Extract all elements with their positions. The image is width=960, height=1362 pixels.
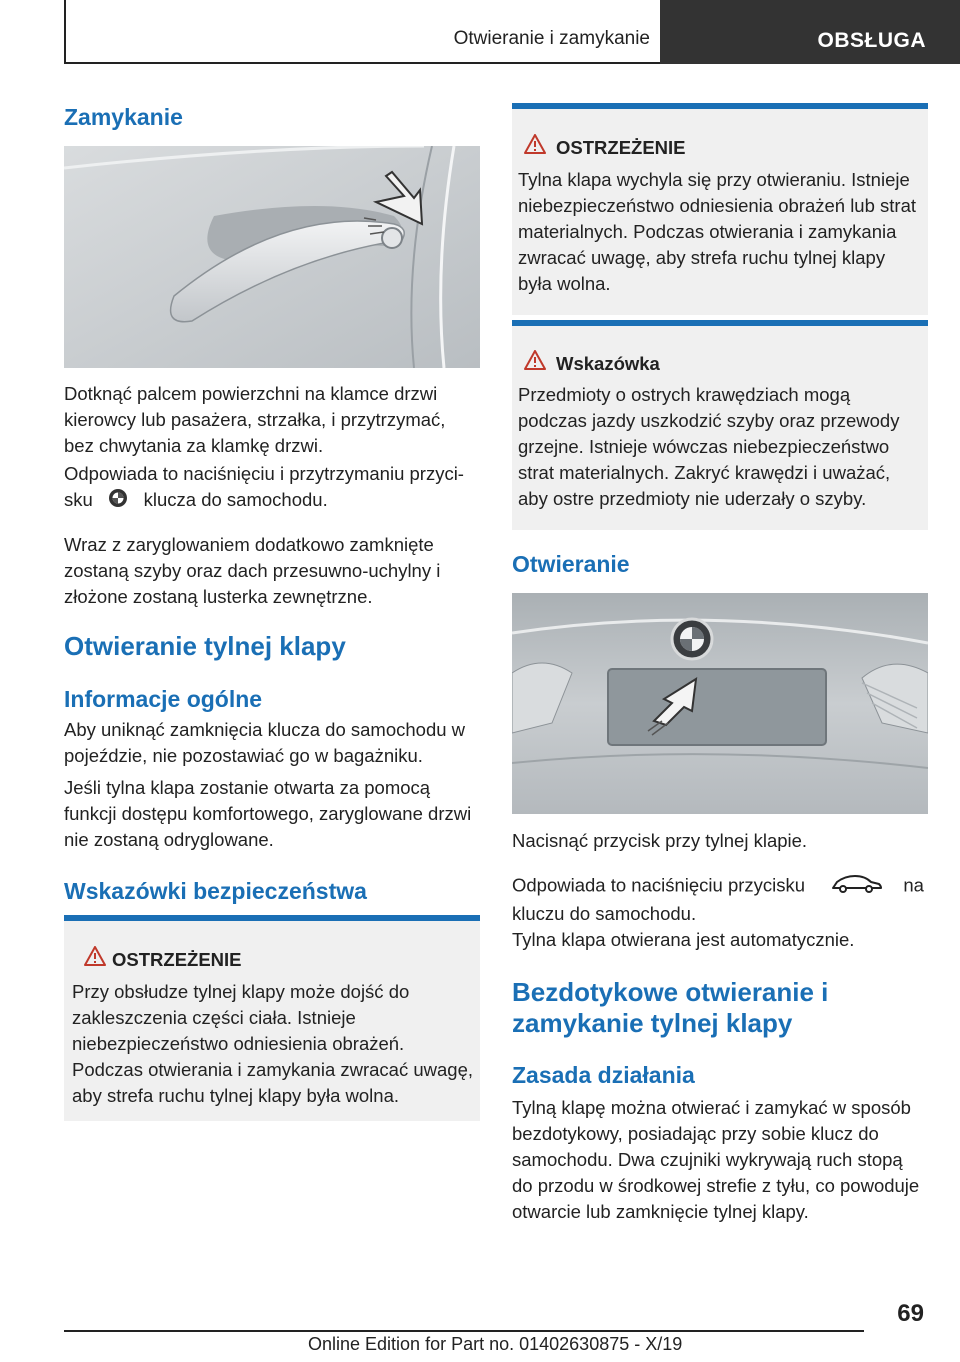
otwieranie-paragraph-1: Nacisnąć przycisk przy tylnej klapie. (512, 830, 808, 851)
warning-triangle-icon (524, 134, 546, 159)
heading-zamykanie: Zamykanie (64, 104, 183, 130)
footer-rule (64, 1330, 864, 1332)
header-section-title: Otwieranie i zamykanie (453, 28, 650, 49)
chapter-tab-label: OBSŁUGA (817, 29, 926, 52)
warning-title: OSTRZEŻENIE (112, 949, 242, 970)
zamykanie-p2-part-b: sku (64, 489, 93, 510)
warning-triangle-icon (524, 350, 546, 375)
hint-title: Wskazówka (556, 353, 660, 374)
heading-otwieranie-tylnej-klapy: Otwieranie tylnej klapy (64, 631, 346, 661)
info-paragraph-1: Aby uniknąć zamknięcia klucza do samochodu w pojeździe, nie pozostawiać go w bagażniku. (64, 719, 466, 766)
warning-triangle-icon (84, 946, 106, 971)
otwieranie-paragraph-2 (512, 872, 928, 927)
tailgate-button-image (512, 593, 928, 814)
header-rule-bottom (64, 62, 660, 64)
car-tailgate-icon (831, 872, 883, 901)
page-number: 69 (897, 1300, 924, 1327)
info-paragraph-2: Jeśli tylna klapa zostanie otwarta za pomocą funkcji dostępu komfortowego, zaryglowane drzwi nie zostaną odryglowane. (64, 777, 472, 850)
heading-bezdotykowe: Bezdotykowe otwieranie i zamykanie tylnej klapy (512, 977, 829, 1038)
warning-title: OSTRZEŻENIE (556, 137, 686, 158)
heading-zasada-dzialania: Zasada działania (512, 1062, 695, 1088)
zamykanie-p2-part-a: Odpowiada to naciśnięciu i przytrzymaniu przyci- (64, 463, 464, 484)
footer-edition: Online Edition for Part no. 01402630875 - X/19 (308, 1334, 683, 1354)
warning-box-right (512, 103, 928, 315)
otw-p2-part-c: kluczu do samochodu. (512, 903, 697, 924)
zamykanie-paragraph-3: Wraz z zaryglowaniem dodatkowo zamknięte zostaną szyby oraz dach przesuwno-uchylny i złożone zostaną lusterka zewnętrzne. (64, 534, 441, 607)
warning-box-left (64, 915, 480, 1121)
heading-otwieranie: Otwieranie (512, 551, 630, 577)
warning-text: Przy obsłudze tylnej klapy może dojść do zakleszczenia części ciała. Istnieje niebezpieczeństwo odniesienia obrażeń. Podczas otwierania i zamykania zwracać uwagę, aby strefa ruchu tylnej klapy była wolna. (72, 981, 474, 1106)
zasada-paragraph: Tylną klapę można otwierać i zamykać w sposób bezdotykowy, posiadając przy sobie klucz do samochodu. Dwa czujniki wykrywają ruch stopą do przodu w środkowej strefie z tyłu, co powoduje otwarcie lub zamknięcie tylnej klapy. (512, 1097, 920, 1222)
header-rule-left (64, 0, 66, 64)
zamykanie-p2-part-c: klucza do samochodu. (143, 489, 328, 510)
warning-text: Tylna klapa wychyla się przy otwieraniu. Istnieje niebezpieczeństwo odniesienia obrażeń lub strat materialnych. Podczas otwierania i zamykania zwracać uwagę, aby strefa ruchu tylnej klapy była wolna. (518, 169, 917, 294)
heading-wskazowki-bezpieczenstwa: Wskazówki bezpieczeństwa (64, 878, 367, 904)
otw-p2-part-a: Odpowiada to naciśnięciu przycisku (512, 874, 806, 896)
hint-box (512, 320, 928, 530)
zamykanie-paragraph-2 (64, 461, 480, 515)
otwieranie-paragraph-3: Tylna klapa otwierana jest automatycznie. (512, 929, 855, 950)
hint-text: Przedmioty o ostrych krawędziach mogą podczas jazdy uszkodzić szyby oraz przewody grzejne. Istnieje wówczas niebezpieczeństwo strat materialnych. Zakryć krawędzi i uważać, aby ostre przedmioty nie uderzały o szyby. (518, 384, 900, 509)
header-chapter-tab (660, 0, 960, 64)
otw-p2-part-b: na (903, 874, 924, 896)
bmw-logo-icon (108, 488, 128, 515)
heading-informacje-ogolne: Informacje ogólne (64, 686, 263, 712)
zamykanie-paragraph-1: Dotknąć palcem powierzchni na klamce drzwi kierowcy lub pasażera, strzałka, i przytrzymać, bez chwytania za klamkę drzwi. (64, 383, 446, 456)
door-handle-image (64, 146, 480, 368)
